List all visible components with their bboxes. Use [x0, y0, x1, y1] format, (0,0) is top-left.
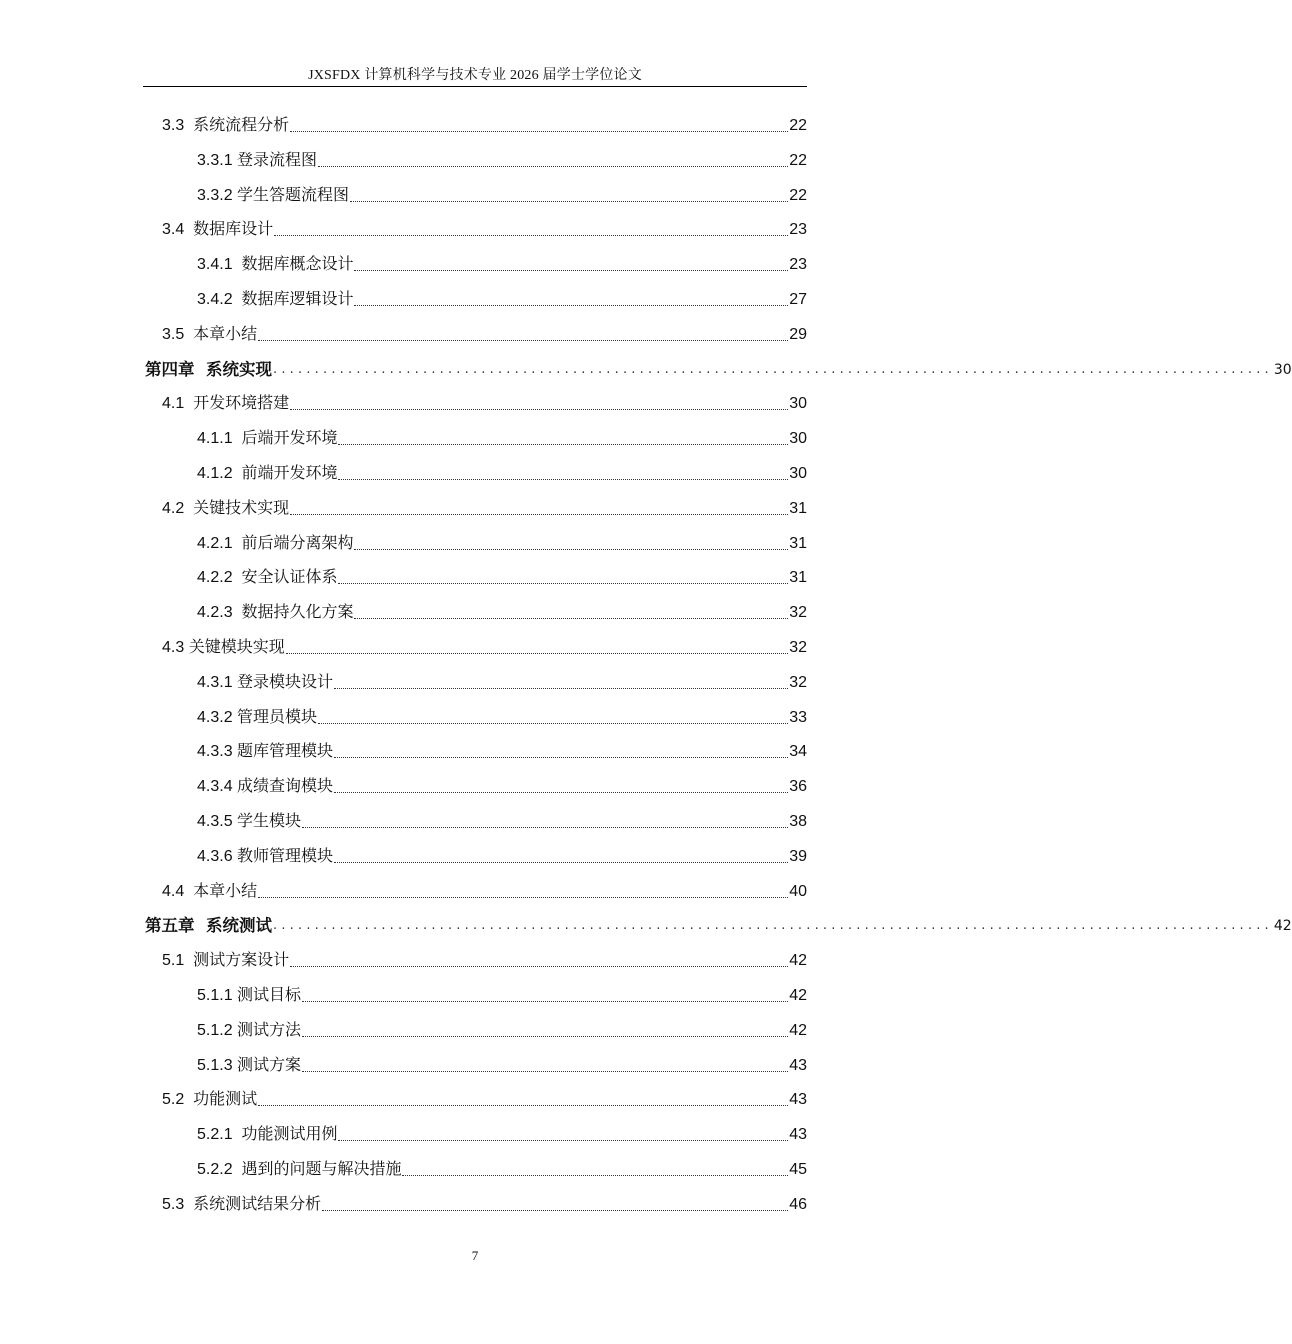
toc-entry-title: 4.2 关键技术实现 [162, 499, 290, 517]
toc-entry[interactable] [197, 841, 807, 867]
toc-entry-page: 31 [789, 569, 807, 587]
toc-dot-leader [354, 612, 788, 619]
toc-dot-leader [302, 821, 788, 828]
toc-entry[interactable] [197, 562, 807, 588]
toc-dot-leader: ........................................................................................................................ [273, 361, 1273, 377]
toc-entry-page: 43 [789, 1091, 807, 1109]
toc-entry-title: 4.3.3 题库管理模块 [197, 743, 334, 761]
toc-entry[interactable] [197, 423, 807, 449]
toc-entry-title: 3.4.1 数据库概念设计 [197, 256, 354, 274]
toc-entry-title: 4.3.2 管理员模块 [197, 708, 318, 726]
toc-dot-leader [290, 125, 788, 132]
toc-entry-title: 5.1.3 测试方案 [197, 1056, 302, 1074]
toc-entry-page: 30 [1273, 361, 1292, 378]
toc-entry-title: 5.3 系统测试结果分析 [162, 1195, 322, 1213]
toc-entry-title: 4.1 开发环境搭建 [162, 395, 290, 413]
toc-dot-leader [290, 960, 788, 967]
toc-entry-page: 32 [789, 639, 807, 656]
toc-dot-leader [334, 856, 788, 863]
toc-entry-page: 43 [789, 1126, 807, 1144]
toc-entry[interactable] [197, 180, 807, 206]
toc-entry-page: 22 [789, 151, 807, 169]
toc-entry-page: 22 [789, 186, 807, 204]
toc-entry-page: 32 [789, 673, 807, 691]
toc-dot-leader [338, 473, 788, 480]
toc-entry-title: 4.3.6 教师管理模块 [197, 847, 334, 865]
toc-dot-leader [318, 717, 788, 724]
toc-entry[interactable] [162, 1189, 807, 1215]
toc-entry-page: 23 [789, 256, 807, 274]
toc-entry-page: 43 [789, 1056, 807, 1074]
toc-dot-leader [338, 438, 788, 445]
toc-dot-leader [338, 577, 788, 584]
toc-dot-leader [302, 1030, 788, 1037]
toc-entry[interactable] [197, 284, 807, 310]
toc-entry-page: 46 [789, 1195, 807, 1213]
toc-entry-page: 32 [789, 604, 807, 622]
toc-dot-leader [354, 543, 788, 550]
toc-entry-title: 3.3.2 学生答题流程图 [197, 186, 350, 204]
page-number: 7 [471, 1248, 479, 1263]
toc-entry-page: 33 [789, 708, 807, 726]
toc-entry-title: 4.3.5 学生模块 [197, 813, 302, 830]
toc-dot-leader [302, 995, 788, 1002]
toc-entry-title: 4.4 本章小结 [162, 882, 258, 900]
toc-entry[interactable] [197, 528, 807, 554]
toc-entry-title: 3.5 本章小结 [162, 325, 258, 343]
toc-entry-page: 31 [789, 534, 807, 552]
toc-entry[interactable] [197, 980, 807, 1006]
toc-dot-leader [290, 508, 788, 515]
toc-entry-page: 29 [789, 325, 807, 343]
toc-dot-leader [258, 334, 788, 341]
toc-entry-page: 30 [789, 465, 807, 482]
running-header: JXSFDX 计算机科学与技术专业 2026 届学士学位论文 [308, 68, 642, 83]
toc-dot-leader [354, 299, 788, 306]
toc-dot-leader [302, 1065, 788, 1072]
toc-entry-page: 42 [1273, 918, 1292, 935]
toc-dot-leader [318, 160, 788, 167]
toc-entry-page: 30 [789, 430, 807, 448]
toc-entry[interactable] [162, 388, 807, 414]
toc-entry-title: 5.2 功能测试 [162, 1091, 258, 1109]
toc-entry-title: 4.3.4 成绩查询模块 [197, 778, 334, 796]
toc-entry[interactable] [162, 1084, 807, 1110]
toc-chapter-entry[interactable] [145, 910, 1292, 936]
toc-entry[interactable] [197, 667, 807, 693]
toc-entry[interactable] [197, 771, 807, 797]
toc-entry-page: 42 [789, 987, 807, 1004]
toc-entry-title: 5.1.1 测试目标 [197, 987, 302, 1004]
toc-entry-page: 40 [789, 882, 807, 900]
header-rule [143, 86, 807, 87]
toc-entry[interactable] [197, 145, 807, 171]
toc-entry[interactable] [162, 632, 807, 658]
toc-entry[interactable] [197, 1015, 807, 1041]
toc-entry[interactable] [197, 736, 807, 762]
toc-dot-leader: ........................................................................................................................ [273, 918, 1273, 934]
toc-entry-title: 第五章 系统测试 [145, 916, 272, 936]
toc-dot-leader [338, 1134, 788, 1141]
toc-entry-title: 4.3.1 登录模块设计 [197, 673, 334, 691]
toc-entry-page: 22 [789, 117, 807, 134]
toc-entry-title: 5.2.1 功能测试用例 [197, 1126, 338, 1144]
toc-dot-leader [274, 229, 788, 236]
toc-entry-title: 4.1.1 后端开发环境 [197, 430, 338, 448]
toc-entry-page: 45 [789, 1161, 807, 1178]
toc-entry[interactable] [197, 702, 807, 728]
toc-entry[interactable] [162, 319, 807, 345]
toc-dot-leader [354, 264, 788, 271]
toc-dot-leader [322, 1204, 788, 1211]
toc-entry[interactable] [162, 214, 807, 240]
toc-entry[interactable] [197, 458, 807, 484]
toc-entry-page: 34 [789, 743, 807, 761]
toc-entry-title: 第四章 系统实现 [145, 359, 272, 379]
toc-entry[interactable] [162, 110, 807, 136]
toc-entry[interactable] [162, 945, 807, 971]
toc-entry-title: 4.2.2 安全认证体系 [197, 569, 338, 587]
toc-entry[interactable] [197, 1119, 807, 1145]
toc-entry-title: 3.4 数据库设计 [162, 221, 274, 239]
toc-entry-page: 36 [789, 778, 807, 796]
toc-entry[interactable] [197, 597, 807, 623]
toc-entry-page: 31 [789, 499, 807, 517]
toc-entry-page: 39 [789, 847, 807, 865]
toc-dot-leader [258, 1099, 788, 1106]
toc-entry-title: 3.4.2 数据库逻辑设计 [197, 291, 354, 308]
toc-entry-title: 4.2.3 数据持久化方案 [197, 604, 354, 622]
toc-entry-title: 4.2.1 前后端分离架构 [197, 534, 354, 552]
toc-entry[interactable] [197, 806, 807, 832]
toc-dot-leader [350, 195, 788, 202]
toc-dot-leader [334, 786, 788, 793]
toc-entry-page: 38 [789, 813, 807, 830]
toc-dot-leader [286, 647, 789, 654]
toc-entry-page: 30 [789, 395, 807, 413]
toc-entry-page: 42 [789, 1021, 807, 1039]
toc-entry[interactable] [162, 493, 807, 519]
toc-entry[interactable] [162, 876, 807, 902]
toc-entry-title: 4.1.2 前端开发环境 [197, 465, 338, 482]
toc-dot-leader [334, 682, 788, 689]
toc-dot-leader [290, 403, 788, 410]
toc-entry[interactable] [197, 1154, 807, 1180]
toc-entry-title: 4.3 关键模块实现 [162, 639, 285, 656]
toc-entry-title: 5.1 测试方案设计 [162, 952, 290, 970]
toc-entry-title: 3.3.1 登录流程图 [197, 151, 318, 169]
toc-entry-page: 27 [789, 291, 807, 308]
toc-entry-page: 42 [789, 952, 807, 970]
toc-dot-leader [334, 751, 788, 758]
toc-entry[interactable] [197, 1050, 807, 1076]
toc-entry-page: 23 [789, 221, 807, 239]
toc-chapter-entry[interactable] [145, 354, 1292, 380]
toc-entry-title: 5.2.2 遇到的问题与解决措施 [197, 1161, 402, 1178]
toc-dot-leader [258, 891, 788, 898]
toc-entry[interactable] [197, 249, 807, 275]
toc-entry-title: 3.3 系统流程分析 [162, 117, 290, 134]
toc-dot-leader [402, 1169, 788, 1176]
toc-entry-title: 5.1.2 测试方法 [197, 1021, 302, 1039]
